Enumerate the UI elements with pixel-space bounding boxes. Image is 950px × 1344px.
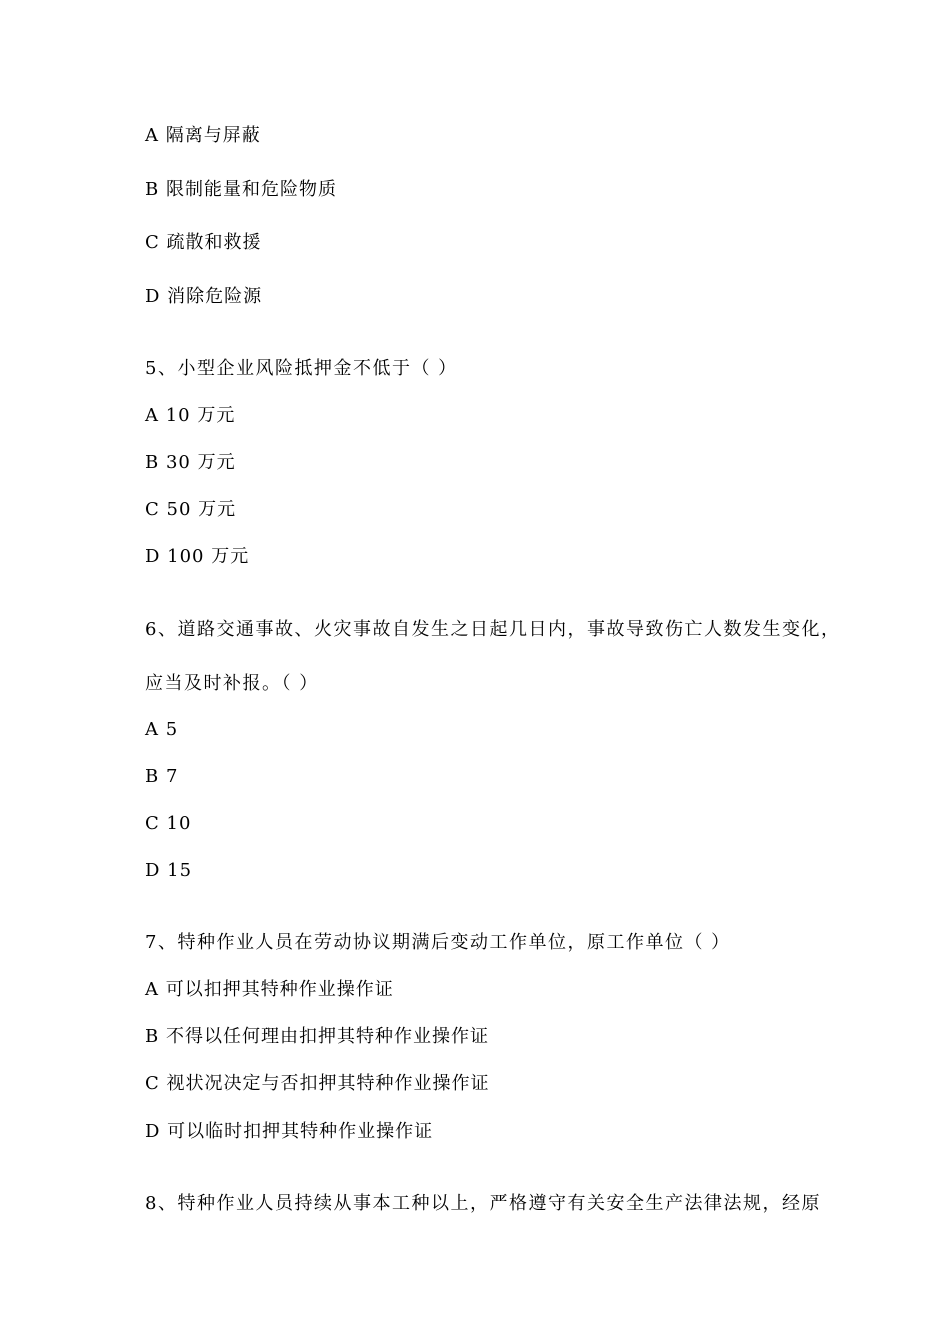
question-5: 5、小型企业风险抵押金不低于（ ） [145, 358, 458, 379]
option-c-q5: C 50 万元 [145, 499, 237, 520]
option-a-q7: A 可以扣押其特种作业操作证 [145, 979, 394, 1000]
question-7: 7、特种作业人员在劳动协议期满后变动工作单位，原工作单位（ ） [145, 932, 731, 953]
question-6-line-2: 应当及时补报。（ ） [145, 673, 319, 694]
option-d-q5: D 100 万元 [145, 546, 250, 567]
option-d-q4: D 消除危险源 [145, 286, 263, 307]
option-d-q7: D 可以临时扣押其特种作业操作证 [145, 1121, 434, 1142]
option-c-q6: C 10 [145, 813, 192, 834]
option-b-q6: B 7 [145, 766, 179, 787]
option-a-q6: A 5 [145, 719, 179, 740]
option-b-q7: B 不得以任何理由扣押其特种作业操作证 [145, 1026, 489, 1047]
option-c-q4: C 疏散和救援 [145, 232, 262, 253]
option-d-q6: D 15 [145, 860, 193, 881]
option-a-q4: A 隔离与屏蔽 [145, 125, 261, 146]
option-b-q4: B 限制能量和危险物质 [145, 179, 337, 200]
option-a-q5: A 10 万元 [145, 405, 236, 426]
question-6-line-1: 6、道路交通事故、火灾事故自发生之日起几日内，事故导致伤亡人数发生变化， [145, 619, 841, 640]
question-8-line-1: 8、特种作业人员持续从事本工种以上，严格遵守有关安全生产法律法规，经原 [145, 1193, 821, 1214]
option-b-q5: B 30 万元 [145, 452, 236, 473]
option-c-q7: C 视状况决定与否扣押其特种作业操作证 [145, 1073, 490, 1094]
